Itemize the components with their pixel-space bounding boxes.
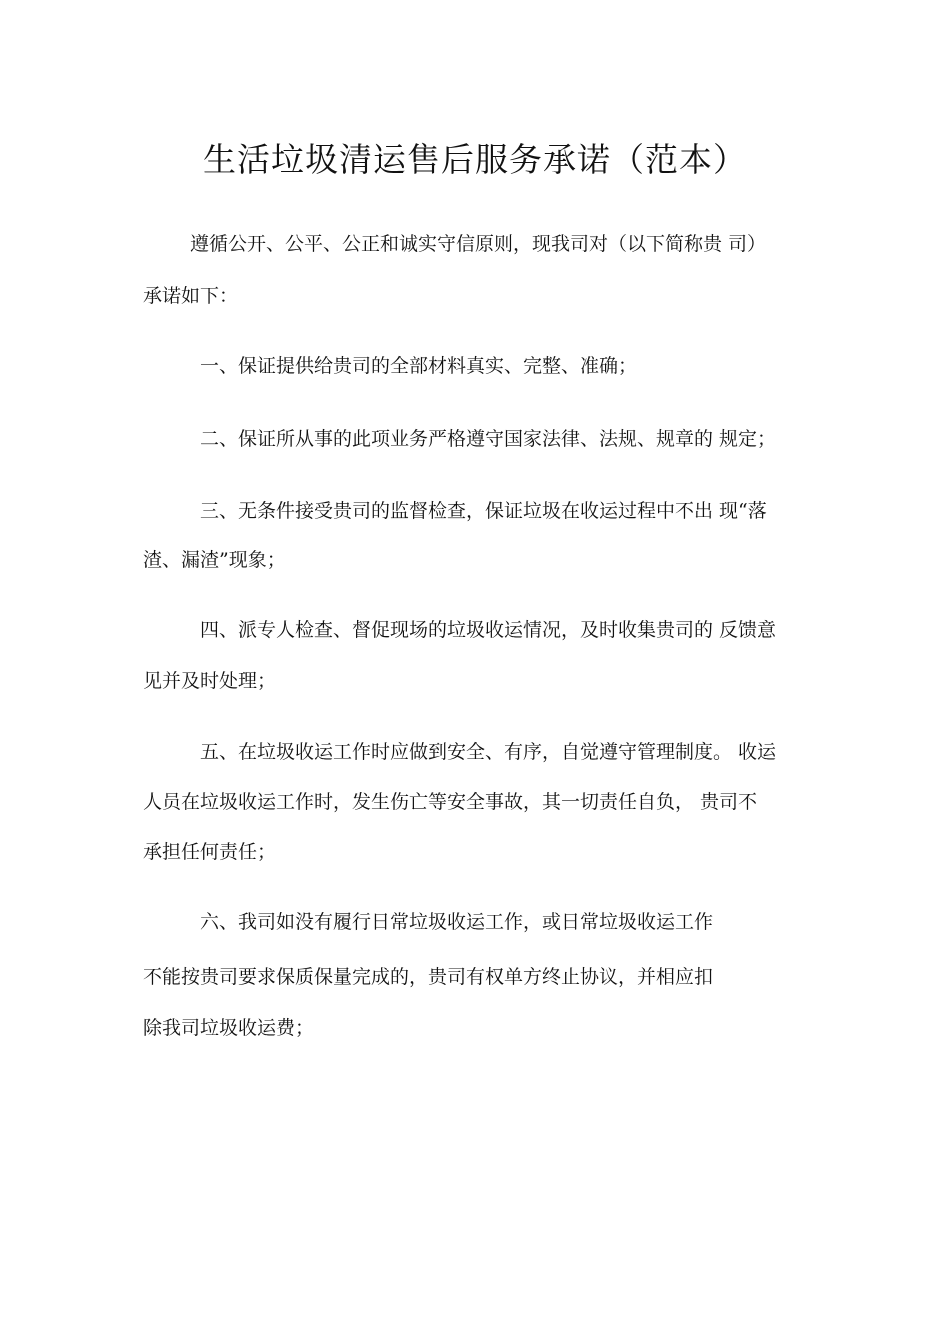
item-3-line-1: 三、无条件接受贵司的监督检查，保证垃圾在收运过程中不出 现“落 (200, 500, 767, 522)
item-5-line-3: 承担任何责任； (143, 841, 277, 863)
item-5-line-2: 人员在垃圾收运工作时，发生伤亡等安全事故，其一切责任自负， 贵司不 (143, 791, 758, 813)
document-title: 生活垃圾清运售后服务承诺（范本） (203, 140, 747, 179)
item-6-line-3: 除我司垃圾收运费； (143, 1017, 315, 1039)
item-4-line-1: 四、派专人检查、督促现场的垃圾收运情况，及时收集贵司的 反馈意 (200, 619, 777, 641)
item-2-line-1: 二、保证所从事的此项业务严格遵守国家法律、法规、规章的 规定； (200, 428, 777, 450)
intro-line-1: 遵循公开、公平、公正和诚实守信原则，现我司对（以下简称贵 司） (190, 233, 767, 255)
item-6-line-1: 六、我司如没有履行日常垃圾收运工作，或日常垃圾收运工作 (200, 911, 714, 933)
item-1-line-1: 一、保证提供给贵司的全部材料真实、完整、准确； (200, 355, 638, 377)
item-4-line-2: 见并及时处理； (143, 670, 277, 692)
item-3-line-2: 渣、漏渣”现象； (143, 549, 286, 571)
item-5-line-1: 五、在垃圾收运工作时应做到安全、有序，自觉遵守管理制度。 收运 (200, 741, 777, 763)
item-6-line-2: 不能按贵司要求保质保量完成的，贵司有权单方终止协议，并相应扣 (143, 966, 714, 988)
intro-line-2: 承诺如下： (143, 285, 239, 307)
